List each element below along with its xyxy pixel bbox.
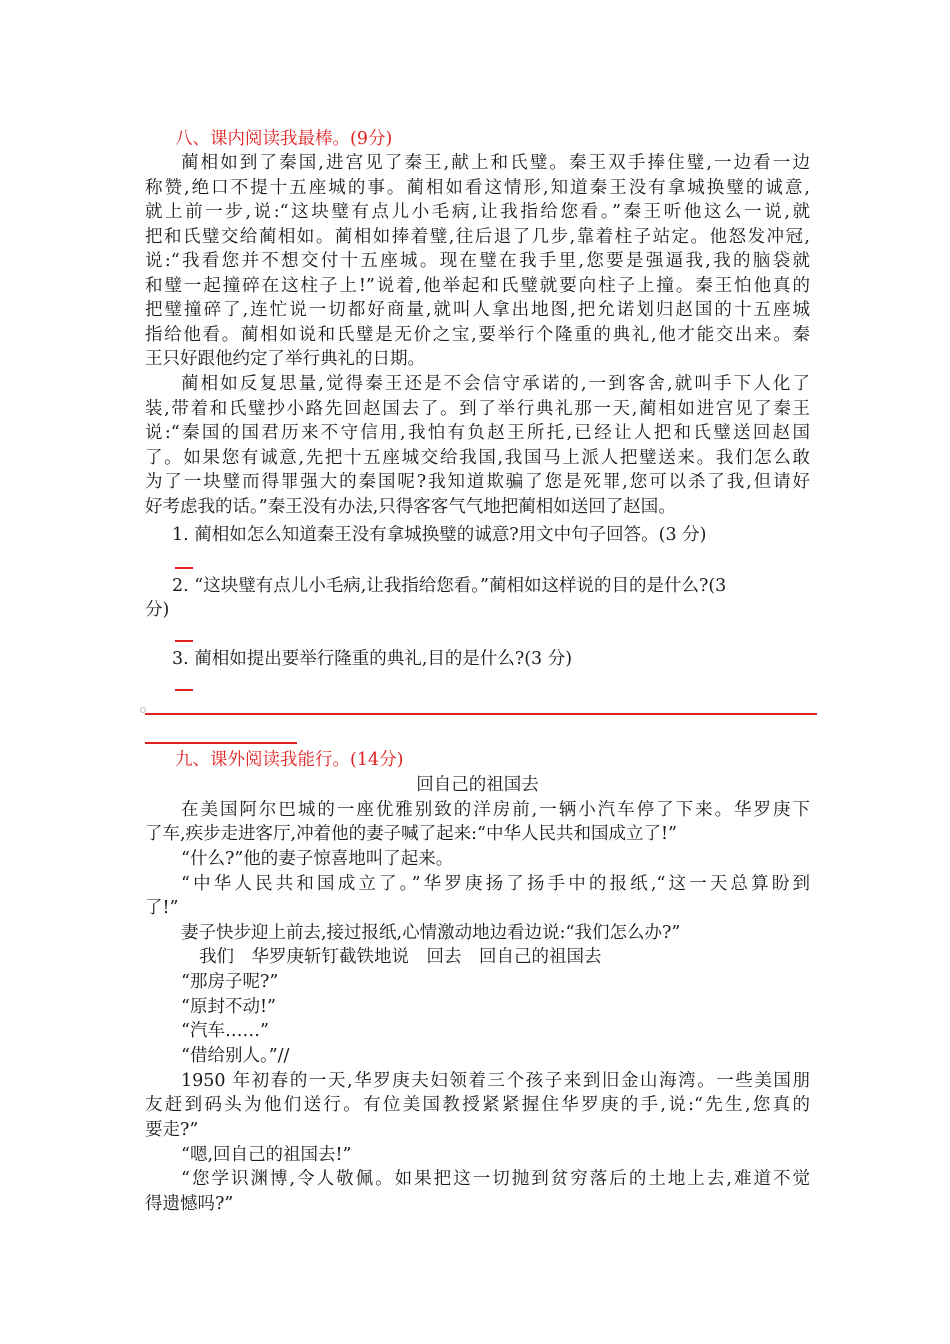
story-line-1: 在美国阿尔巴城的一座优雅别致的洋房前,一辆小汽车停了下来。华罗庚下 [181, 800, 810, 820]
question-3: 3. 蔺相如提出要举行隆重的典礼,目的是什么?(3 分) [172, 649, 573, 669]
story-title: 回自己的祖国去 [416, 775, 539, 795]
story-line-14: 要走?” [145, 1120, 199, 1140]
answer-rule-long[interactable] [145, 713, 817, 715]
story-line-7-fill-in: 我们 华罗庚斩钉截铁地说 回去 回自己的祖国去 [199, 947, 602, 967]
passage-2-line-6: 好考虑我的话。”秦王没有办法,只得客客气气地把蔺相如送回了赵国。 [145, 497, 676, 517]
story-line-15: “嗯,回自己的祖国去!” [181, 1145, 352, 1165]
passage-1-line-8: 指给他看。蔺相如说和氏璧是无价之宝,要举行个隆重的典礼,他才能交出来。秦 [145, 325, 810, 345]
story-line-5: 了!” [145, 898, 179, 918]
story-line-9: “原封不动!” [181, 997, 276, 1017]
answer-rule-short[interactable] [145, 742, 297, 744]
story-line-16: “您学识渊博,令人敬佩。如果把这一切抛到贫穷落后的土地上去,难道不觉 [181, 1169, 810, 1189]
story-line-4: “中华人民共和国成立了。”华罗庚扬了扬手中的报纸,“这一天总算盼到 [181, 874, 810, 894]
section-9-heading: 九、课外阅读我能行。(14分) [175, 750, 404, 770]
story-line-2: 了车,疾步走进客厅,冲着他的妻子喊了起来:“中华人民共和国成立了!” [145, 824, 677, 844]
question-2-line-1: 2. “这块璧有点儿小毛病,让我指给您看。”蔺相如这样说的目的是什么?(3 [172, 576, 727, 596]
passage-1-line-9: 王只好跟他约定了举行典礼的日期。 [145, 349, 425, 369]
story-line-11: “借给别人。”// [181, 1046, 290, 1066]
story-line-13: 友赶到码头为他们送行。有位美国教授紧紧握住华罗庚的手,说:“先生,您真的 [145, 1095, 810, 1115]
passage-1-line-4: 把和氏璧交给蔺相如。蔺相如捧着璧,往后退了几步,靠着柱子站定。他怒发冲冠, [145, 227, 810, 247]
answer-line-2[interactable] [175, 640, 193, 642]
passage-2-line-1: 蔺相如反复思量,觉得秦王还是不会信守承诺的,一到客舍,就叫手下人化了 [181, 374, 810, 394]
passage-2-line-5: 为了一块璧而得罪强大的秦国呢?我知道欺骗了您是死罪,您可以杀了我,但请好 [145, 472, 810, 492]
answer-line-1[interactable] [175, 567, 193, 569]
answer-line-3[interactable] [175, 689, 193, 691]
story-line-12: 1950 年初春的一天,华罗庚夫妇领着三个孩子来到旧金山海湾。一些美国朋 [181, 1071, 810, 1091]
passage-2-line-2: 装,带着和氏璧抄小路先回赵国去了。到了举行典礼那一天,蔺相如进宫见了秦王 [145, 399, 810, 419]
passage-1-line-1: 蔺相如到了秦国,进宫见了秦王,献上和氏璧。秦王双手捧住璧,一边看一边 [181, 153, 810, 173]
story-line-3: “什么?”他的妻子惊喜地叫了起来。 [181, 849, 454, 869]
passage-1-line-2: 称赞,绝口不提十五座城的事。蔺相如看这情形,知道秦王没有拿城换璧的诚意, [145, 178, 810, 198]
section-8-heading: 八、课内阅读我最棒。(9分) [175, 129, 393, 149]
passage-2-line-4: 了。如果您有诚意,先把十五座城交给我国,我国马上派人把璧送来。我们怎么敢 [145, 448, 810, 468]
story-line-10: “汽车……” [181, 1021, 269, 1041]
story-line-6: 妻子快步迎上前去,接过报纸,心情激动地边看边说:“我们怎么办?” [181, 923, 681, 943]
story-line-8: “那房子呢?” [181, 972, 279, 992]
story-line-17: 得遗憾吗?” [145, 1194, 234, 1214]
passage-2-line-3: 说:“秦国的国君历来不守信用,我怕有负赵王所托,已经让人把和氏璧送回赵国 [145, 423, 810, 443]
passage-1-line-5: 说:“我看您并不想交付十五座城。现在璧在我手里,您要是强逼我,我的脑袋就 [145, 251, 810, 271]
question-2-line-2: 分) [145, 600, 170, 620]
question-1: 1. 蔺相如怎么知道秦王没有拿城换璧的诚意?用文中句子回答。(3 分) [172, 525, 707, 545]
passage-1-line-7: 把璧撞碎了,连忙说一切都好商量,就叫人拿出地图,把允诺划归赵国的十五座城 [145, 300, 810, 320]
passage-1-line-3: 就上前一步,说:“这块璧有点儿小毛病,让我指给您看。”秦王听他这么一说,就 [145, 202, 810, 222]
passage-1-line-6: 和璧一起撞碎在这柱子上!”说着,他举起和氏璧就要向柱子上撞。秦王怕他真的 [145, 276, 810, 296]
